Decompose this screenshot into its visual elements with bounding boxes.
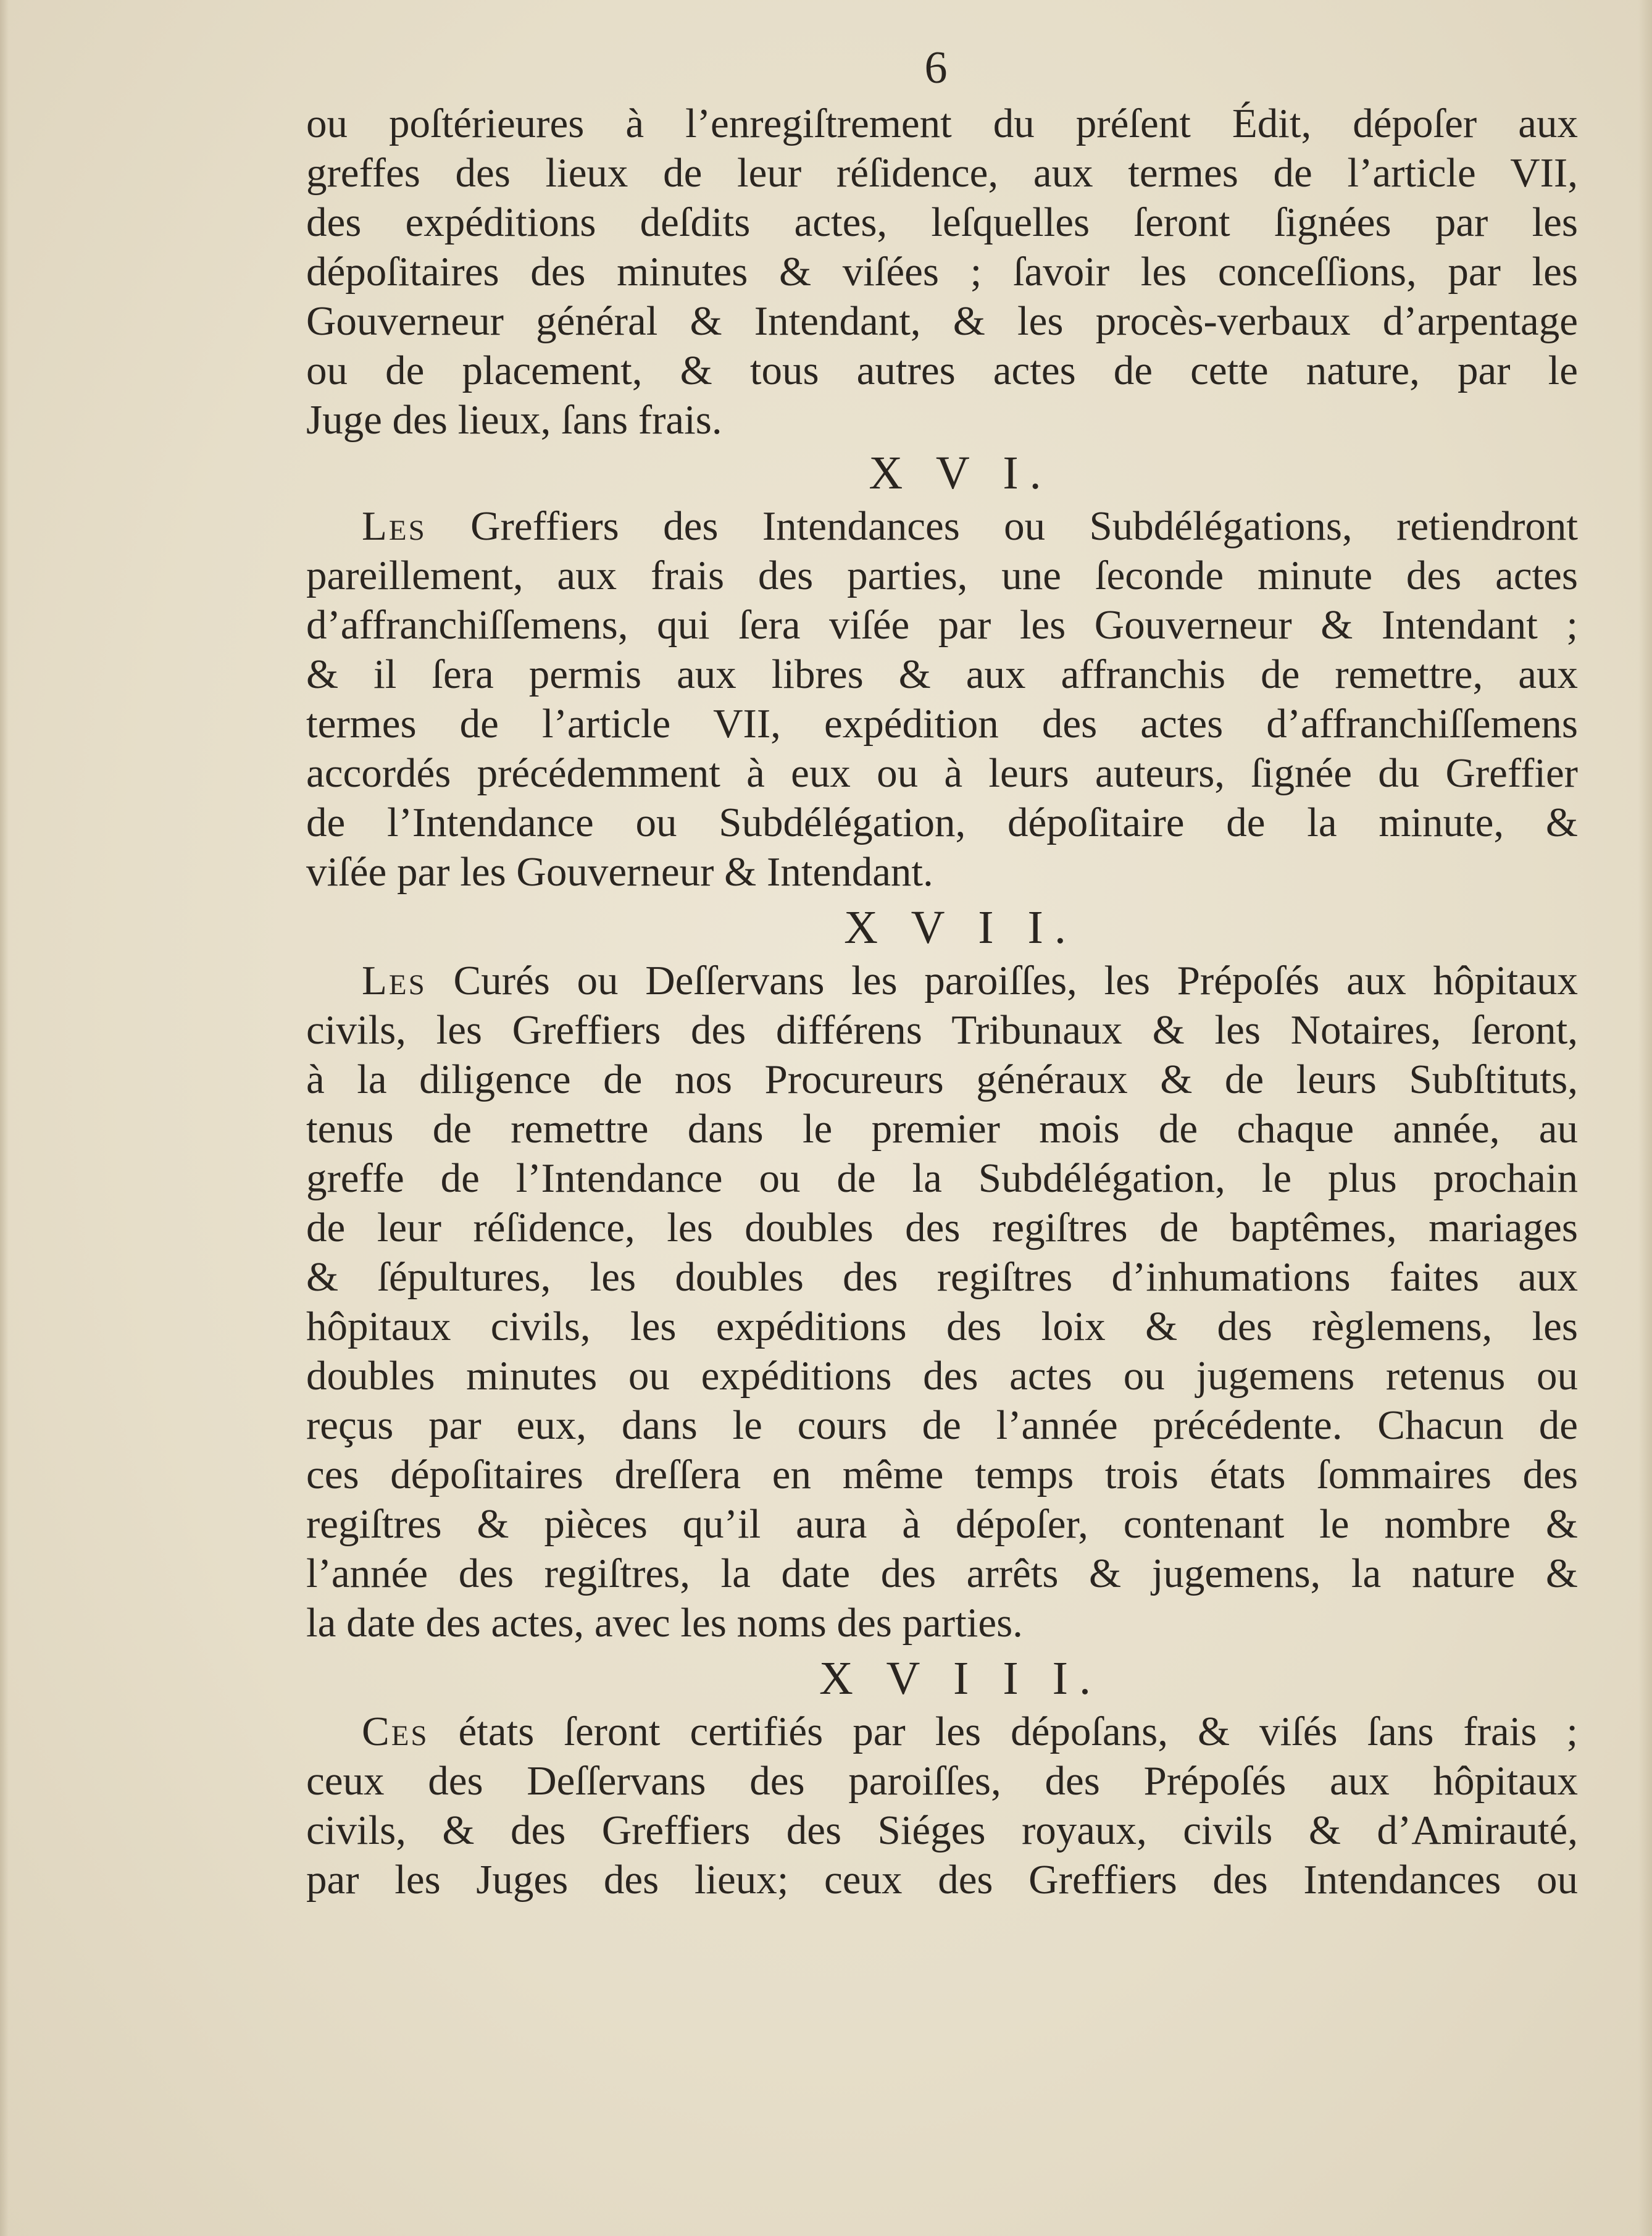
article-lead-word: Ces xyxy=(362,1709,429,1754)
article-heading: X V I I. xyxy=(844,902,1077,953)
text-line: l’année des regiſtres, la date des arrêts & jugemens, la nature & xyxy=(306,1551,1578,1596)
opening-paragraph xyxy=(306,99,1578,445)
text-line: doubles minutes ou expéditions des actes ou jugemens retenus ou xyxy=(306,1353,1578,1399)
text-line: ceux des Deſſervans des paroiſſes, des Prépoſés aux hôpitaux xyxy=(306,1758,1578,1804)
article-heading: X V I I I. xyxy=(819,1652,1102,1704)
text-line: greffe de l’Intendance ou de la Subdélégation, le plus prochain xyxy=(306,1155,1578,1201)
text-line: par les Juges des lieux; ceux des Greffiers des Intendances ou xyxy=(306,1857,1578,1903)
text-line: de leur réſidence, les doubles des regiſtres de baptêmes, mariages xyxy=(306,1205,1578,1250)
article-16 xyxy=(306,445,1578,897)
text-line: hôpitaux civils, les expéditions des loix & des règlemens, les xyxy=(306,1304,1578,1349)
text-line: civils, & des Greffiers des Siéges royaux, civils & d’Amirauté, xyxy=(306,1807,1578,1853)
text-line: Gouverneur général & Intendant, & les procès-verbaux d’arpentage xyxy=(306,298,1578,344)
page-number: 6 xyxy=(924,43,948,93)
text-line: greffes des lieux de leur réſidence, aux termes de l’article VII, xyxy=(306,150,1578,196)
text-line: & il ſera permis aux libres & aux affranchis de remettre, aux xyxy=(306,651,1578,697)
text-line: ou poſtérieures à l’enregiſtrement du préſent Édit, dépoſer aux xyxy=(306,101,1578,146)
text-line: à la diligence de nos Procureurs généraux & de leurs Subſtituts, xyxy=(306,1057,1578,1102)
text-line: ces dépoſitaires dreſſera en même temps trois états ſommaires des xyxy=(306,1452,1578,1497)
text-line: termes de l’article VII, expédition des actes d’affranchiſſemens xyxy=(306,701,1578,747)
text-line: civils, les Greffiers des différens Tribunaux & les Notaires, ſeront, xyxy=(306,1007,1578,1053)
text-line: regiſtres & pièces qu’il aura à dépoſer, contenant le nombre & xyxy=(306,1501,1578,1547)
article-17 xyxy=(306,899,1578,1648)
text-line: Juge des lieux, ſans frais. xyxy=(306,397,722,443)
article-lead-word: Les xyxy=(362,503,427,549)
article-heading: X V I. xyxy=(869,447,1053,499)
text-line xyxy=(306,1707,1578,1756)
text-line: accordés précédemment à eux ou à leurs auteurs, ſignée du Greffier xyxy=(306,750,1578,796)
text-line: & ſépultures, les doubles des regiſtres d’inhumations faites aux xyxy=(306,1254,1578,1300)
text-line: viſée par les Gouverneur & Intendant. xyxy=(306,849,933,895)
text-block xyxy=(306,37,1578,1904)
text-line: reçus par eux, dans le cours de l’année précédente. Chacun de xyxy=(306,1402,1578,1448)
text-line: d’affranchiſſemens, qui ſera viſée par les Gouverneur & Intendant ; xyxy=(306,602,1578,648)
article-lead-word: Les xyxy=(362,958,427,1003)
text-line: des expéditions deſdits actes, leſquelles ſeront ſignées par les xyxy=(306,199,1578,245)
page-edge-left xyxy=(0,0,9,2236)
article-18 xyxy=(306,1650,1578,1904)
text-line xyxy=(306,956,1578,1005)
text-line: de l’Intendance ou Subdélégation, dépoſitaire de la minute, & xyxy=(306,800,1578,845)
text-line-body: Curés ou Deſſervans les paroiſſes, les Prépoſés aux hôpitaux xyxy=(453,958,1578,1003)
text-line-body: états ſeront certifiés par les dépoſans, & viſés ſans frais ; xyxy=(458,1709,1578,1754)
text-line: dépoſitaires des minutes & viſées ; ſavoir les conceſſions, par les xyxy=(306,249,1578,295)
text-line: ou de placement, & tous autres actes de cette nature, par le xyxy=(306,348,1578,393)
text-line-body: Greffiers des Intendances ou Subdélégations, retiendront xyxy=(470,503,1578,549)
text-line: pareillement, aux frais des parties, une ſeconde minute des actes xyxy=(306,553,1578,598)
text-line xyxy=(306,501,1578,551)
text-line: la date des actes, avec les noms des parties. xyxy=(306,1600,1023,1646)
text-line: tenus de remettre dans le premier mois de chaque année, au xyxy=(306,1106,1578,1152)
page-edge-right xyxy=(1638,0,1652,2236)
